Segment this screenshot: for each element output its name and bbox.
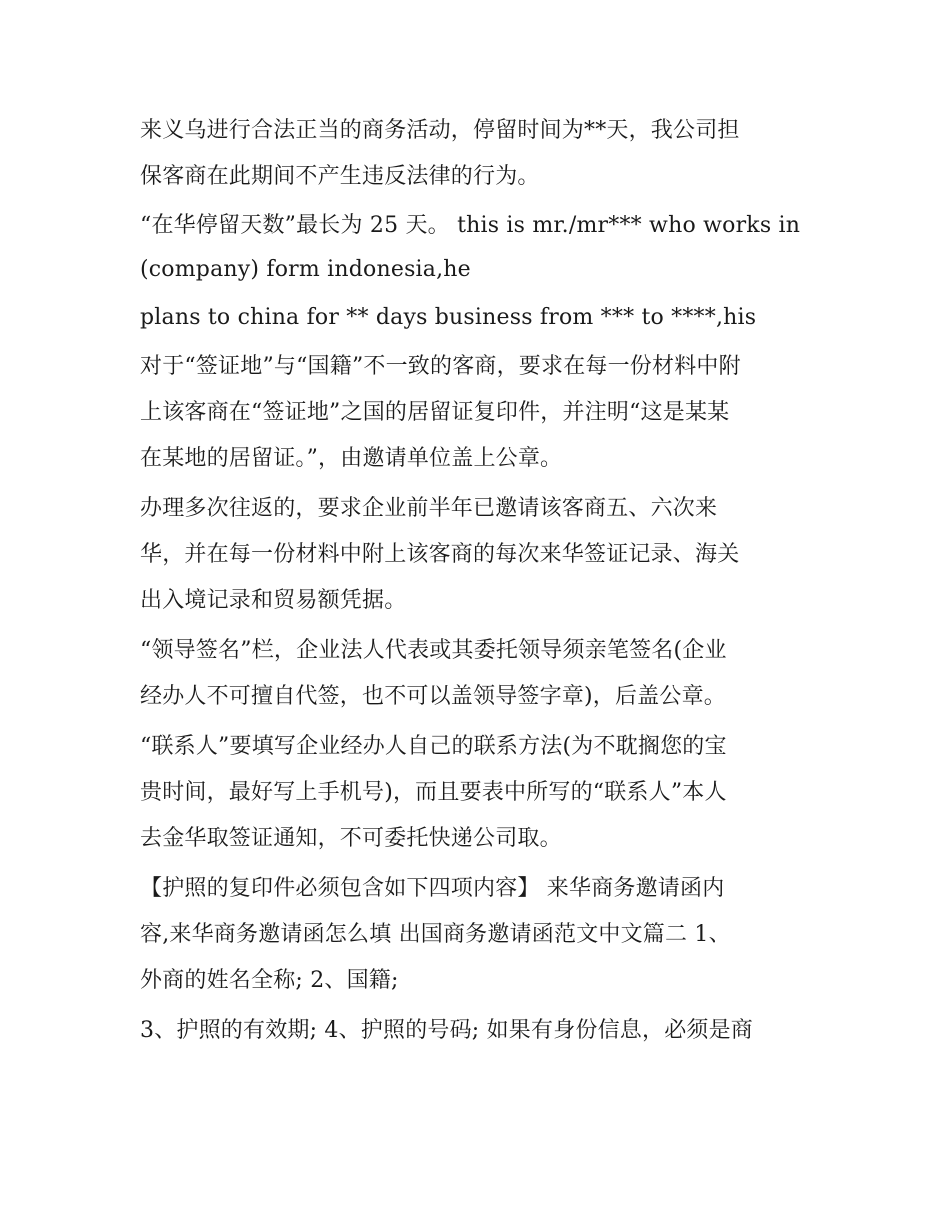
text-line: 对于“签证地”与“国籍”不一致的客商，要求在每一份材料中附 — [140, 354, 741, 379]
paragraph-leader-signature — [140, 628, 815, 720]
text-line: 贵时间，最好写上手机号)，而且要表中所写的“联系人”本人 — [140, 780, 727, 805]
text-line: 办理多次往返的，要求企业前半年已邀请该客商五、六次来 — [140, 496, 718, 521]
text-line: 华，并在每一份材料中附上该客商的每次来华签证记录、海关 — [140, 542, 740, 567]
paragraph-english-plans — [140, 296, 815, 340]
text-line: 去金华取签证通知，不可委托快递公司取。 — [140, 826, 562, 851]
text-line: 在某地的居留证。”，由邀请单位盖上公章。 — [140, 446, 563, 471]
paragraph-passport-copy — [140, 866, 815, 1004]
paragraph-passport-details — [140, 1008, 815, 1054]
paragraph-contact-person — [140, 724, 815, 862]
text-line: 3、护照的有效期; 4、护照的号码; 如果有身份信息，必须是商 — [140, 1018, 754, 1043]
text-line: 上该客商在“签证地”之国的居留证复印件，并注明“这是某某 — [140, 400, 730, 425]
text-line: “在华停留天数”最长为 25 天。 this is mr./mr*** who works in — [140, 213, 801, 238]
paragraph-stay-guarantee — [140, 108, 815, 200]
document-body — [140, 108, 815, 1058]
text-line: “领导签名”栏，企业法人代表或其委托领导须亲笔签名(企业 — [140, 638, 727, 663]
paragraph-visa-location — [140, 344, 815, 482]
paragraph-stay-limit — [140, 204, 815, 292]
text-line: 【护照的复印件必须包含如下四项内容】 来华商务邀请函内 — [140, 876, 725, 901]
text-line: 保客商在此期间不产生违反法律的行为。 — [140, 164, 540, 189]
text-line: 出入境记录和贸易额凭据。 — [140, 588, 407, 613]
paragraph-multiple-entry — [140, 486, 815, 624]
text-line: 外商的姓名全称; 2、国籍; — [140, 968, 399, 993]
text-line: 容,来华商务邀请函怎么填 出国商务邀请函范文中文篇二 1、 — [140, 922, 731, 947]
text-line: (company) form indonesia,he — [140, 257, 471, 282]
text-line: plans to china for ** days business from *** to ****,his — [140, 305, 757, 330]
text-line: 经办人不可擅自代签，也不可以盖领导签字章)，后盖公章。 — [140, 684, 726, 709]
text-line: “联系人”要填写企业经办人自己的联系方法(为不耽搁您的宝 — [140, 734, 727, 759]
text-line: 来义乌进行合法正当的商务活动，停留时间为**天，我公司担 — [140, 118, 740, 143]
